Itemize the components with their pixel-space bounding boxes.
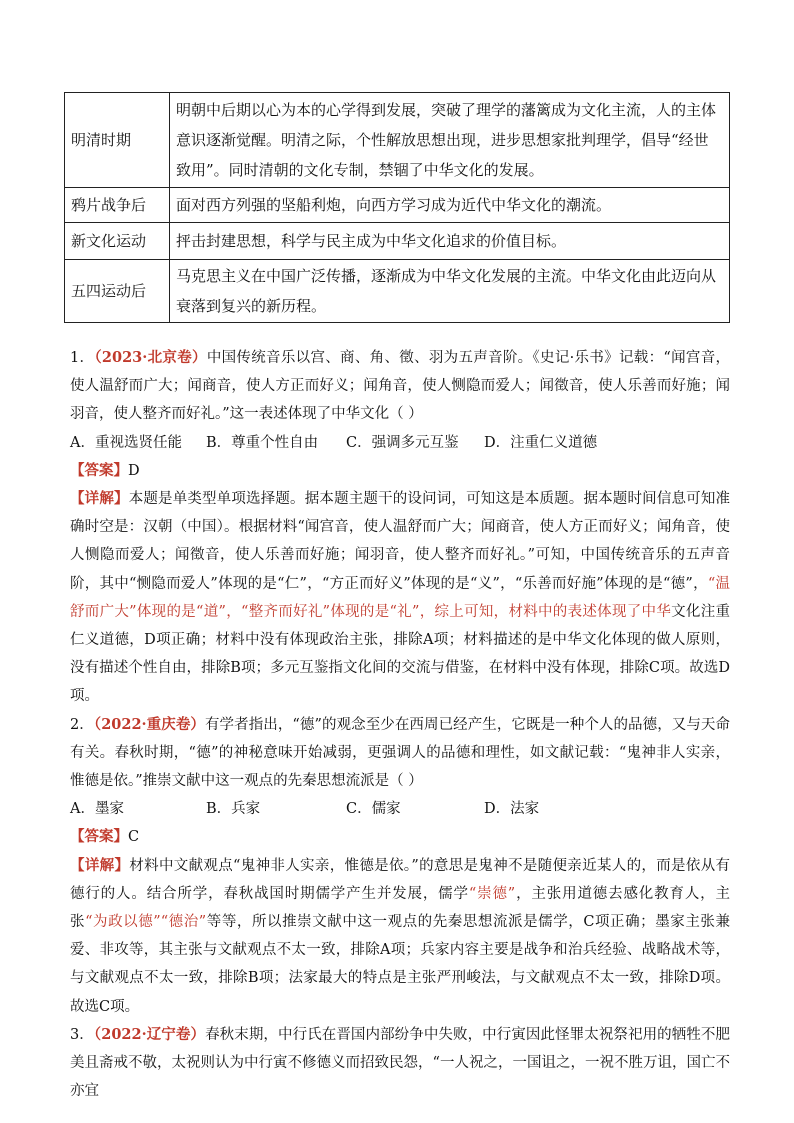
detail-highlight: “崇德”: [468, 885, 516, 902]
option-c: C．儒家: [346, 801, 401, 818]
option-d: D．法家: [484, 801, 540, 818]
option-a: A．重视选贤任能: [70, 434, 182, 451]
culture-period-table: [64, 92, 730, 323]
answer-tag: 【答案】: [70, 828, 128, 846]
question-number: 3．: [70, 1026, 94, 1043]
option-b: B．兵家: [206, 801, 261, 818]
table-row: [65, 223, 730, 260]
question-3-stem: [70, 1021, 730, 1106]
questions-section: [70, 344, 730, 1105]
question-1-detail: [70, 485, 730, 711]
answer-value: C: [128, 829, 140, 846]
table-row: [65, 93, 730, 188]
question-source: （2022·辽宁卷）: [93, 1025, 206, 1043]
content-cell: 马克思主义在中国广泛传播，逐渐成为中华文化发展的主流。中华文化由此迈向从衰落到复兴的新历程。: [170, 260, 730, 323]
detail-tag: 【详解】: [70, 490, 129, 508]
period-cell: 五四运动后: [65, 260, 170, 323]
answer-tag: 【答案】: [70, 461, 128, 479]
question-1-answer: [70, 457, 730, 485]
option-b: B．尊重个性自由: [206, 434, 319, 451]
question-number: 1．: [70, 350, 95, 366]
content-cell: 明朝中后期以心为本的心学得到发展，突破了理学的藩篱成为文化主流，人的主体意识逐渐觉醒。明清之际，个性解放思想出现，进步思想家批判理学，倡导“经世致用”。同时清朝的文化专制，禁锢了中华文化的发展。: [170, 93, 730, 188]
detail-tag: 【详解】: [70, 856, 130, 874]
answer-value: D: [128, 462, 140, 479]
period-cell: 新文化运动: [65, 223, 170, 260]
question-1-options: [70, 429, 730, 457]
period-cell: 明清时期: [65, 93, 170, 188]
question-source: （2022·重庆卷）: [93, 715, 205, 733]
question-text: 中国传统音乐以宫、商、角、徵、羽为五声音阶。《史记·乐书》记载：“闻宫音，使人温舒而广大；闻商音，使人方正而好义；闻角音，使人恻隐而爱人；闻徵音，使人乐善而好施；闻羽音，使人整齐而好礼。”这一表述体现了中华文化（ ）: [70, 350, 731, 423]
content-cell: 面对西方列强的坚船利炮，向西方学习成为近代中华文化的潮流。: [170, 188, 730, 223]
question-text: 春秋末期，中行氏在晋国内部纷争中失败，中行寅因此怪罪太祝祭祀用的牺牲不肥美且斋戒不敬，太祝则认为中行寅不修德义而招致民怨，“一人祝之，一国诅之，一祝不胜万诅，国亡不亦宜: [70, 1026, 731, 1100]
question-number: 2．: [70, 716, 94, 733]
table-row: [65, 188, 730, 223]
detail-highlight: “温舒而广大”体现的是“道”，“整齐而好礼”体现的是“礼”，综上可知，材料中的表述体现了中华: [70, 575, 730, 620]
detail-text: ，主张用道德去感化教育人，主张: [70, 885, 731, 931]
detail-text: 本题是单类型单项选择题。据本题主题干的设问词，可知这是本质题。据本题时间信息可知准确时空是：汉朝（中国）。根据材料“闻宫音，使人温舒而广大；闻商音，使人方正而好义；闻角音，使人恻隐而爱人；闻徵音，使人乐善而好施；闻羽音，使人整齐而好礼。”可知，中国传统音乐的五声音阶，其中“恻隐而爱人”体现的是“仁”，“方正而好义”体现的是“义”，“乐善而好施”体现的是“德”，: [70, 491, 731, 592]
detail-text: 材料中文献观点“鬼神非人实亲，惟德是依。”的意思是鬼神不是随便亲近某人的，而是依从有德行的人。结合所学，春秋战国时期儒学产生并发展，儒学: [70, 857, 731, 902]
detail-text: 文化注重仁义道德，D项正确；材料中没有体现政治主张，排除A项；材料描述的是中华文化体现的做人原则，没有描述个性自由，排除B项；多元互鉴指文化间的交流与借鉴，在材料中没有体现，排除C项。故选D项。: [70, 603, 731, 705]
question-1-stem: [70, 344, 730, 429]
detail-highlight: “为政以德”“德治”: [85, 914, 207, 931]
question-2-answer: [70, 823, 730, 851]
detail-text: 等等，所以推崇文献中这一观点的先秦思想流派是儒学，C项正确；墨家主张兼爱、非攻等，其主张与文献观点不太一致，排除A项；兵家内容主要是战争和治兵经验、战略战术等，与文献观点不太一致，排除B项；法家最大的特点是主张严刑峻法，与文献观点不太一致，排除D项。故选C项。: [70, 914, 730, 1015]
question-source: （2023·北京卷）: [94, 349, 207, 366]
question-text: 有学者指出，“德”的观念至少在西周已经产生，它既是一种个人的品德，又与天命有关。春秋时期，“德”的神秘意味开始减弱，更强调人的品德和理性，如文献记载：“鬼神非人实亲，惟德是依。”推崇文献中这一观点的先秦思想流派是（ ）: [70, 716, 730, 790]
content-cell: 抨击封建思想，科学与民主成为中华文化追求的价值目标。: [170, 223, 730, 260]
option-d: D．注重仁义道德: [484, 434, 598, 451]
question-2-options: [70, 795, 730, 823]
option-a: A．墨家: [70, 801, 124, 818]
question-2-detail: [70, 852, 730, 1021]
question-2-stem: [70, 711, 730, 796]
period-cell: 鸦片战争后: [65, 188, 170, 223]
table-row: [65, 260, 730, 323]
option-c: C．强调多元互鉴: [346, 434, 459, 451]
